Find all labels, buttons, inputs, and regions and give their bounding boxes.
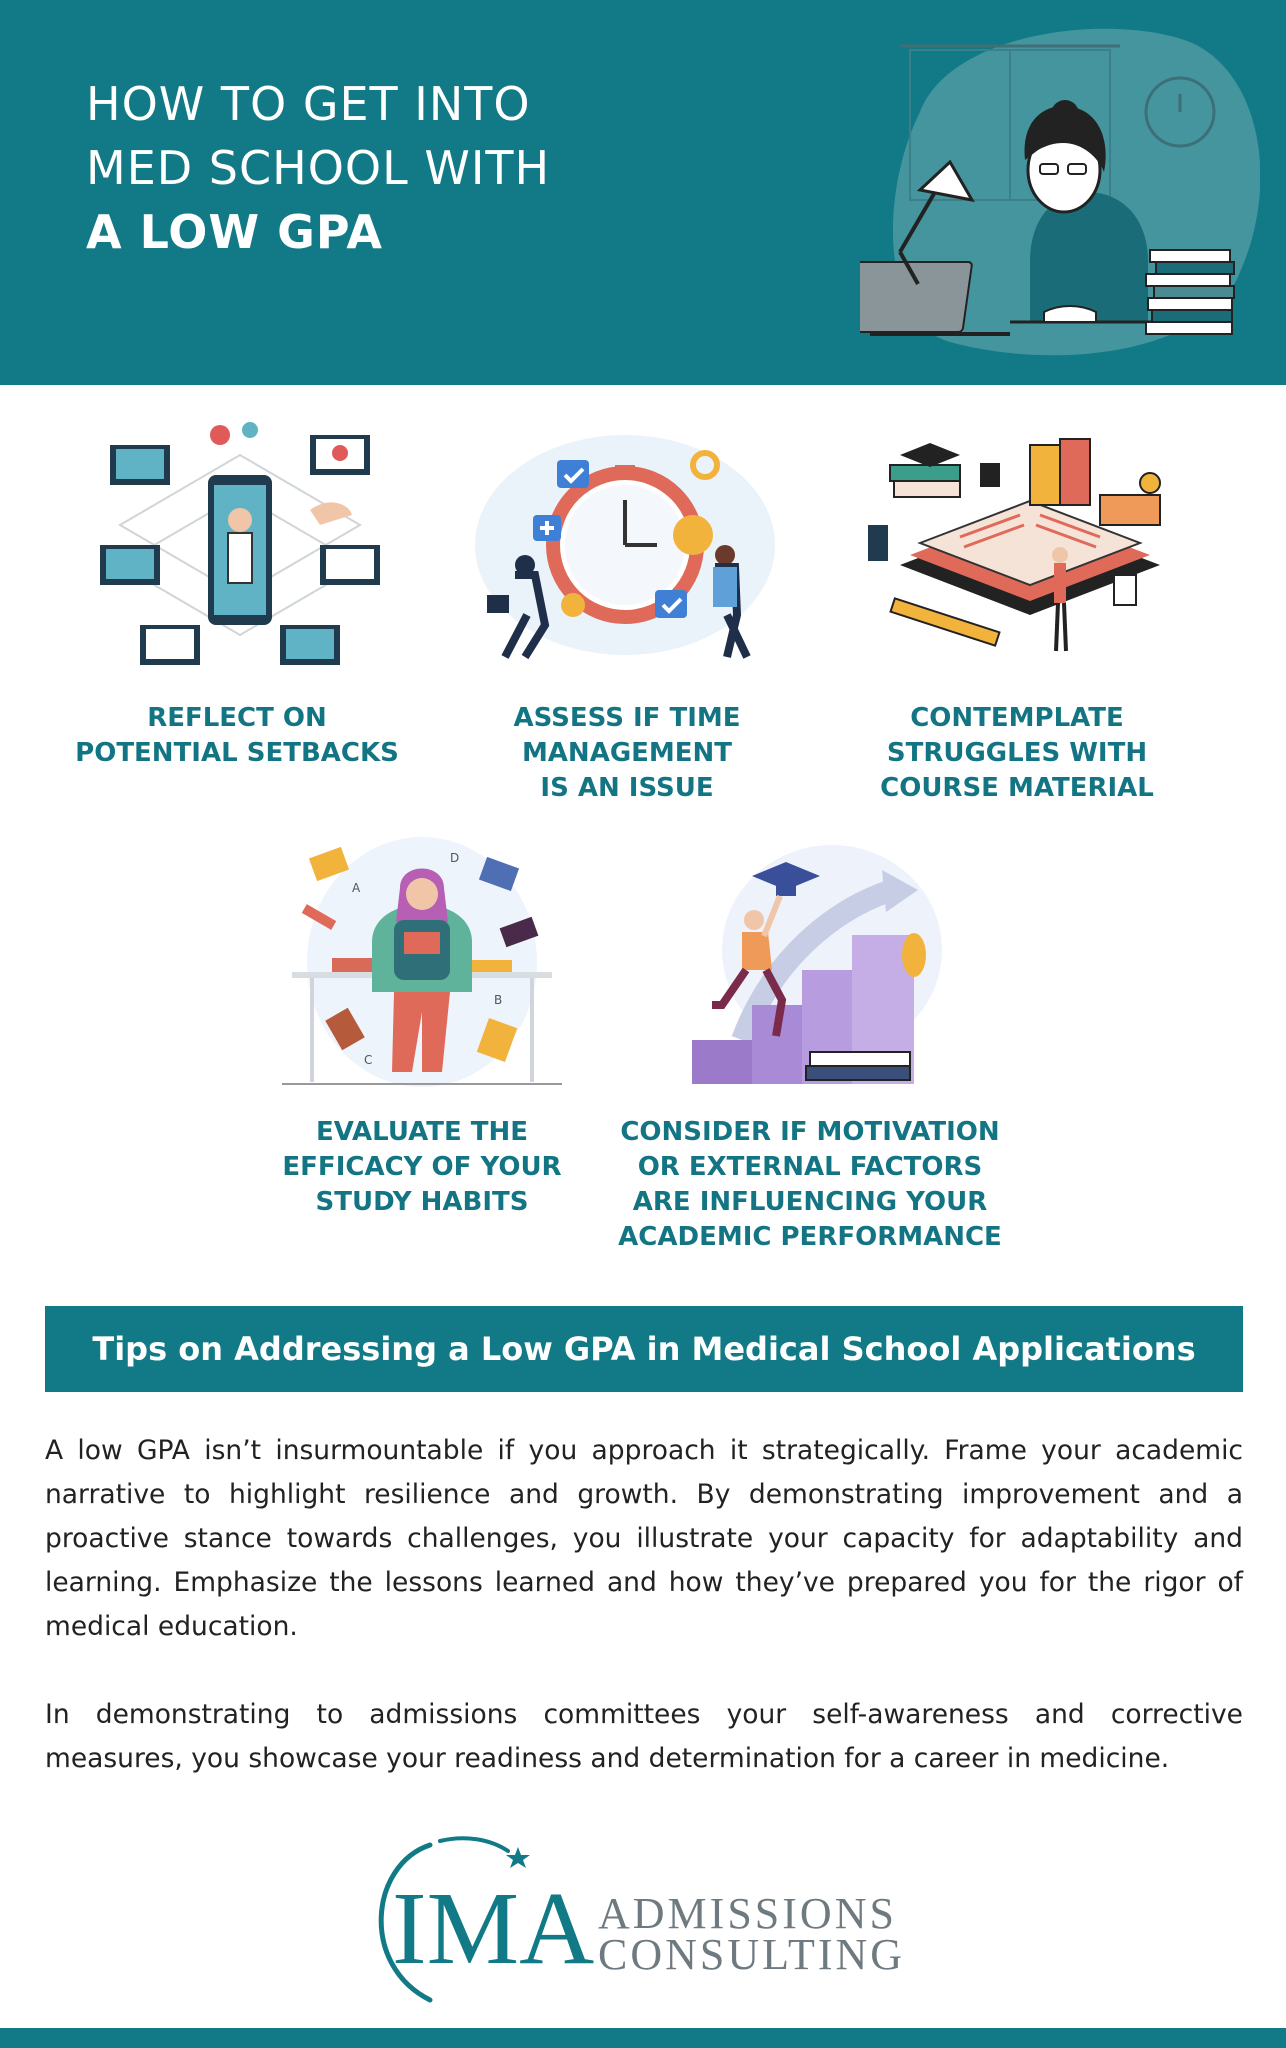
step-label-motivation xyxy=(595,1115,1025,1255)
step-label-reflect xyxy=(67,701,407,771)
logo-line-2: CONSULTING xyxy=(598,1930,906,1979)
tips-heading: Tips on Addressing a Low GPA in Medical School Applications xyxy=(45,1306,1243,1392)
logo-line-1: ADMISSIONS xyxy=(598,1889,897,1938)
footer-bar xyxy=(0,2028,1286,2048)
step-label-line: OR EXTERNAL FACTORS xyxy=(637,1152,983,1182)
svg-text:A: A xyxy=(352,881,361,895)
books-study-icon xyxy=(860,425,1180,665)
step-label-line: ARE INFLUENCING YOUR xyxy=(632,1187,988,1217)
stressed-student-illustration xyxy=(860,22,1260,362)
telemedicine-network-icon xyxy=(90,415,390,675)
header-banner xyxy=(0,0,1286,385)
step-label-line: ACADEMIC PERFORMANCE xyxy=(618,1222,1002,1252)
step-label-line: MANAGEMENT xyxy=(521,738,733,768)
step-label-study-habits xyxy=(252,1115,592,1220)
step-label-line: STUDY HABITS xyxy=(315,1187,529,1217)
step-label-line: CONTEMPLATE xyxy=(910,703,1124,733)
step-label-line: REFLECT ON xyxy=(147,703,327,733)
step-label-line: CONSIDER IF MOTIVATION xyxy=(620,1117,1000,1147)
student-reading-icon xyxy=(282,832,562,1088)
tips-paragraph-2: In demonstrating to admissions committees your self-awareness and corrective measures, you showcase your readiness and determination for a career in medicine. xyxy=(45,1699,1243,1774)
page-title xyxy=(86,72,550,264)
title-line-2: MED SCHOOL WITH xyxy=(86,141,551,195)
step-label-line: STRUGGLES WITH xyxy=(886,738,1148,768)
svg-text:C: C xyxy=(364,1053,373,1067)
svg-text:D: D xyxy=(450,851,460,865)
step-label-line: EFFICACY OF YOUR xyxy=(282,1152,562,1182)
tips-paragraph-1: A low GPA isn’t insurmountable if you approach it strategically. Frame your academic narrative to highlight resilience and growth. By demonstrating improvement and a proactive stance towards challenges, you illustrate your capacity for adaptability and learning. Emphasize the lessons learned and how they’ve prepared you for the rigor of medical education. xyxy=(45,1435,1243,1642)
step-label-line: EVALUATE THE xyxy=(315,1117,529,1147)
step-label-line: POTENTIAL SETBACKS xyxy=(75,738,399,768)
step-label-course-material xyxy=(847,701,1187,806)
step-label-line: IS AN ISSUE xyxy=(540,773,714,803)
graduation-stairs-icon xyxy=(682,840,942,1090)
step-label-line: ASSESS IF TIME xyxy=(513,703,741,733)
logo-mark: IMA xyxy=(392,1871,595,1986)
ima-admissions-consulting-logo xyxy=(370,1835,930,2005)
title-line-3: A LOW GPA xyxy=(86,205,383,259)
step-label-line: COURSE MATERIAL xyxy=(880,773,1154,803)
title-line-1: HOW TO GET INTO xyxy=(86,77,531,131)
step-label-time-management xyxy=(457,701,797,806)
svg-text:B: B xyxy=(494,993,503,1007)
clock-time-management-icon xyxy=(465,425,785,665)
